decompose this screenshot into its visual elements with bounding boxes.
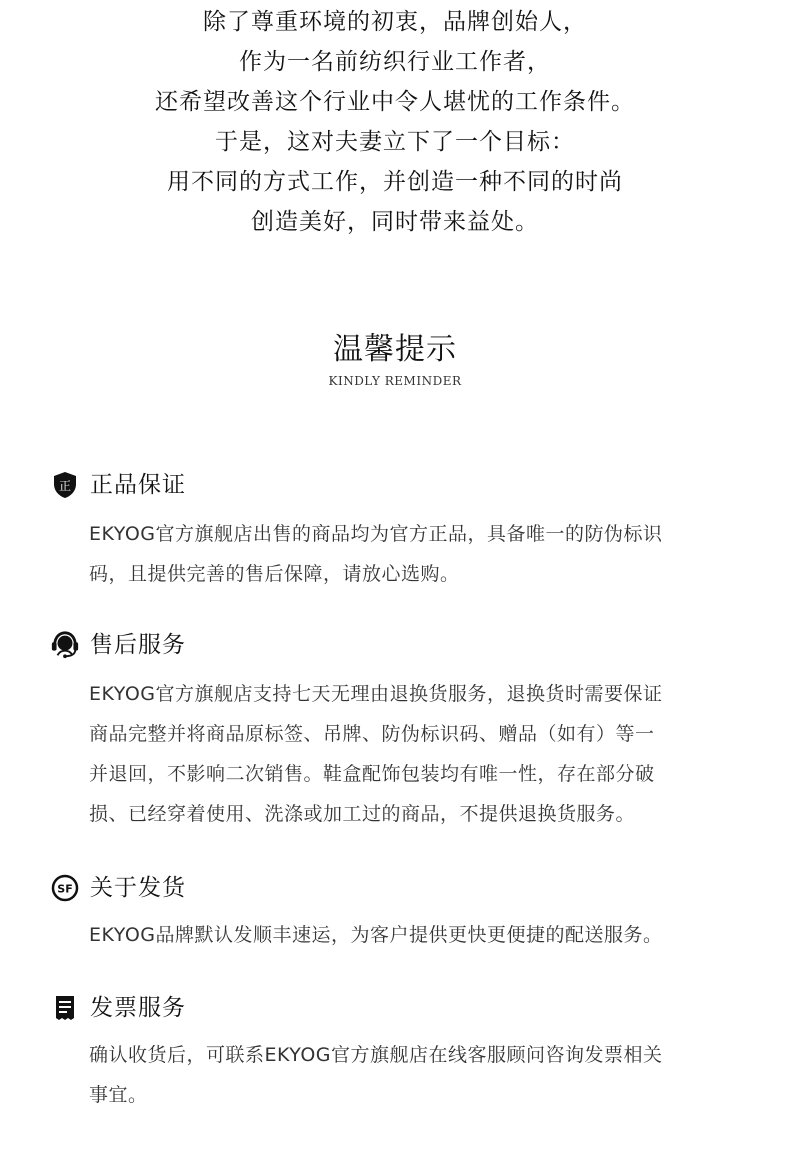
body-line: 损、已经穿着使用、洗涤或加工过的商品，不提供退换货服务。 <box>89 803 636 825</box>
body-line: 码，且提供完善的售后保障，请放心选购。 <box>89 563 460 585</box>
section-header <box>50 991 186 1025</box>
intro-line: 于是，这对夫妻立下了一个目标： <box>215 129 575 155</box>
invoice-icon <box>50 993 80 1023</box>
sf-express-icon <box>50 873 80 903</box>
section-body <box>89 915 749 955</box>
section-title: 售后服务 <box>90 632 186 658</box>
intro-line: 作为一名前纺织行业工作者， <box>239 49 551 75</box>
body-line: EKYOG品牌默认发顺丰速运，为客户提供更快更便捷的配送服务。 <box>89 924 663 946</box>
section-title: 发票服务 <box>90 995 186 1021</box>
shield-icon <box>50 470 80 500</box>
reminder-subtitle: KINDLY REMINDER <box>328 374 462 388</box>
section-header <box>50 628 186 662</box>
intro-line: 还希望改善这个行业中令人堪忧的工作条件。 <box>155 89 635 115</box>
sf-express-icon-glyph: SF <box>57 882 73 896</box>
section-title: 正品保证 <box>90 472 186 498</box>
intro-line: 用不同的方式工作，并创造一种不同的时尚 <box>167 169 623 195</box>
body-line: 并退回，不影响二次销售。鞋盒配饰包装均有唯一性，存在部分破 <box>89 763 655 785</box>
brand-intro <box>0 0 790 242</box>
body-line: EKYOG官方旗舰店出售的商品均为官方正品，具备唯一的防伪标识 <box>89 523 663 545</box>
shield-icon-glyph: 正 <box>58 479 72 493</box>
reminder-title: 温馨提示 <box>333 332 457 367</box>
body-line: EKYOG官方旗舰店支持七天无理由退换货服务，退换货时需要保证 <box>89 683 663 705</box>
section-body <box>89 674 749 834</box>
intro-line: 除了尊重环境的初衷，品牌创始人， <box>203 9 587 35</box>
section-header <box>50 871 186 905</box>
section-body <box>89 1035 749 1115</box>
intro-line: 创造美好，同时带来益处。 <box>251 209 539 235</box>
headset-icon <box>50 630 80 660</box>
body-line: 确认收货后，可联系EKYOG官方旗舰店在线客服顾问咨询发票相关 <box>89 1044 663 1066</box>
section-body <box>89 514 749 594</box>
body-line: 事宜。 <box>89 1084 148 1106</box>
section-title: 关于发货 <box>90 875 186 901</box>
body-line: 商品完整并将商品原标签、吊牌、防伪标识码、赠品（如有）等一 <box>89 723 655 745</box>
section-header <box>50 468 186 502</box>
